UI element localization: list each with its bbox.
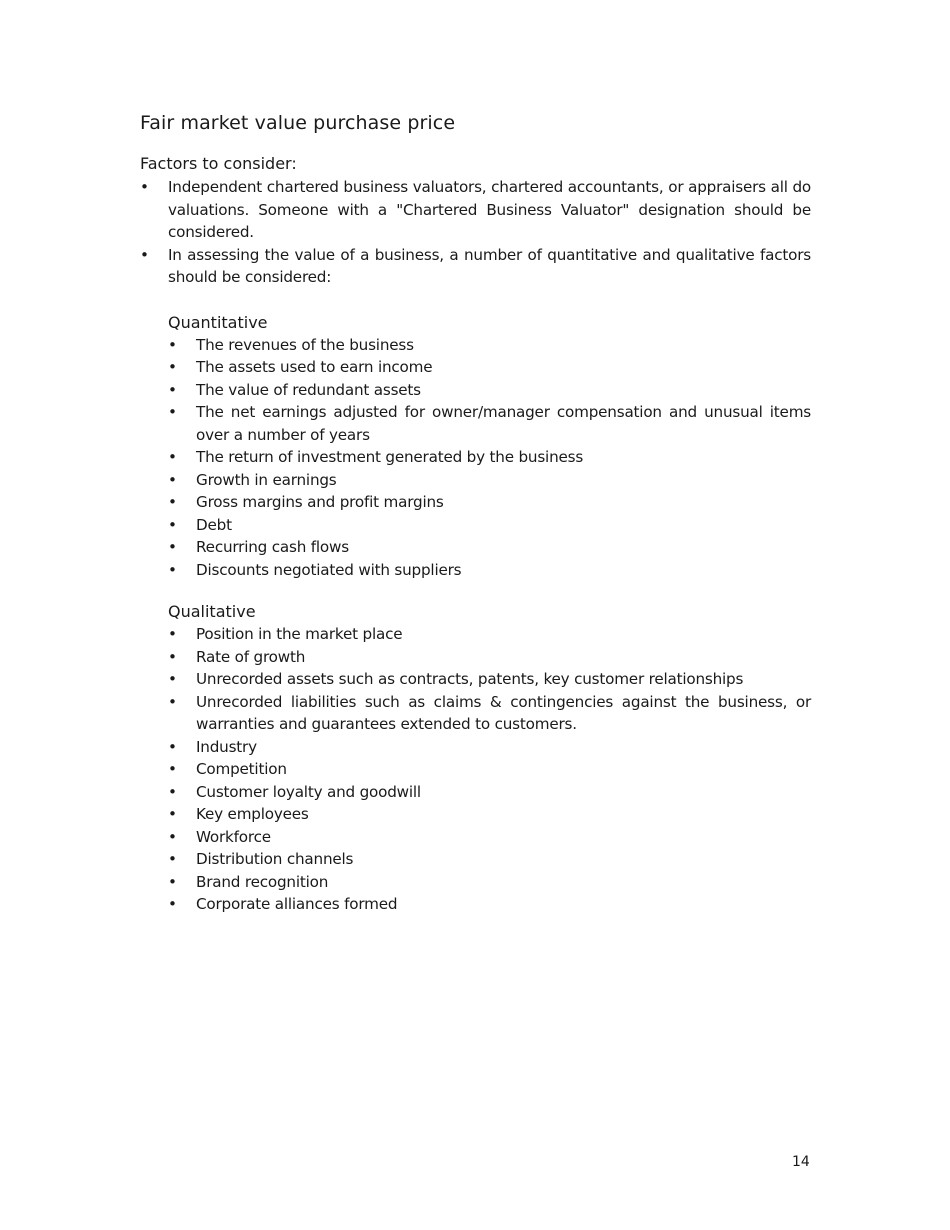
bullet-icon: •	[168, 647, 177, 666]
list-item-text: The return of investment generated by the business	[196, 448, 584, 466]
bullet-icon: •	[140, 178, 149, 196]
list-item-text: Independent chartered business valuators, chartered accountants, or appraisers all do valuations. Someone with a "Chartered Business Valuator" designation should be considered.	[168, 178, 811, 241]
list-item	[168, 446, 811, 469]
page-title: Fair market value purchase price	[140, 112, 456, 134]
list-item	[168, 893, 811, 916]
list-item	[168, 491, 811, 514]
list-item-text: Debt	[196, 515, 232, 534]
list-item-text: Gross margins and profit margins	[196, 493, 444, 511]
document-page	[140, 110, 811, 916]
list-item	[168, 781, 811, 804]
bullet-icon: •	[168, 782, 177, 801]
list-item-text: Competition	[196, 760, 287, 778]
list-item	[168, 758, 811, 781]
list-item-text: Growth in earnings	[196, 470, 337, 489]
list-item-text: Distribution channels	[196, 850, 354, 868]
quantitative-section	[168, 312, 811, 582]
bullet-icon: •	[168, 448, 177, 466]
bullet-icon: •	[168, 872, 177, 891]
list-item	[168, 871, 811, 894]
page-number: 14	[792, 1154, 810, 1170]
bullet-icon: •	[168, 358, 177, 376]
list-item-text: Unrecorded assets such as contracts, patents, key customer relationships	[196, 670, 744, 688]
bullet-icon: •	[168, 403, 177, 421]
factors-heading: Factors to consider:	[140, 154, 297, 173]
list-item-text: Unrecorded liabilities such as claims & contingencies against the business, or warranties and guarantees extended to customers.	[196, 692, 811, 733]
quantitative-heading: Quantitative	[168, 312, 268, 332]
bullet-icon: •	[168, 895, 177, 913]
qualitative-list	[168, 623, 811, 916]
factors-list	[140, 176, 811, 289]
list-item-text: Key employees	[196, 805, 309, 823]
bullet-icon: •	[168, 538, 177, 556]
bullet-icon: •	[168, 515, 177, 534]
list-item	[168, 401, 811, 446]
bullet-icon: •	[168, 335, 177, 354]
list-item-text: The assets used to earn income	[196, 358, 433, 376]
list-item	[168, 334, 811, 357]
list-item	[168, 803, 811, 826]
bullet-icon: •	[168, 737, 177, 756]
bullet-icon: •	[168, 625, 177, 643]
list-item	[168, 826, 811, 849]
bullet-icon: •	[168, 827, 177, 846]
list-item-text: Corporate alliances formed	[196, 895, 398, 913]
list-item	[168, 356, 811, 379]
list-item-text: Workforce	[196, 827, 271, 846]
bullet-icon: •	[168, 805, 177, 823]
list-item	[168, 379, 811, 402]
bullet-icon: •	[168, 760, 177, 778]
list-item-text: The value of redundant assets	[196, 380, 421, 399]
list-item	[168, 469, 811, 492]
bullet-icon: •	[168, 670, 177, 688]
list-item	[168, 623, 811, 646]
list-item-text: The revenues of the business	[196, 335, 414, 354]
list-item	[168, 691, 811, 736]
bullet-icon: •	[168, 692, 177, 711]
list-item	[168, 848, 811, 871]
list-item	[168, 536, 811, 559]
list-item	[140, 176, 811, 244]
bullet-icon: •	[168, 380, 177, 399]
quantitative-list	[168, 334, 811, 582]
list-item-text: Customer loyalty and goodwill	[196, 782, 421, 801]
list-item	[168, 668, 811, 691]
list-item	[168, 559, 811, 582]
bullet-icon: •	[168, 493, 177, 511]
list-item-text: Recurring cash flows	[196, 538, 349, 556]
bullet-icon: •	[168, 850, 177, 868]
list-item-text: In assessing the value of a business, a number of quantitative and qualitative factors should be considered:	[168, 245, 811, 286]
list-item-text: The net earnings adjusted for owner/manager compensation and unusual items over a number of years	[196, 403, 811, 444]
list-item	[168, 646, 811, 669]
list-item	[168, 514, 811, 537]
list-item	[140, 244, 811, 289]
list-item-text: Rate of growth	[196, 647, 306, 666]
bullet-icon: •	[168, 560, 177, 579]
list-item-text: Brand recognition	[196, 872, 329, 891]
qualitative-heading: Qualitative	[168, 602, 256, 621]
list-item-text: Industry	[196, 737, 257, 756]
bullet-icon: •	[168, 470, 177, 489]
bullet-icon: •	[140, 245, 149, 264]
list-item-text: Discounts negotiated with suppliers	[196, 560, 462, 579]
list-item-text: Position in the market place	[196, 625, 403, 643]
list-item	[168, 736, 811, 759]
qualitative-section	[168, 601, 811, 916]
